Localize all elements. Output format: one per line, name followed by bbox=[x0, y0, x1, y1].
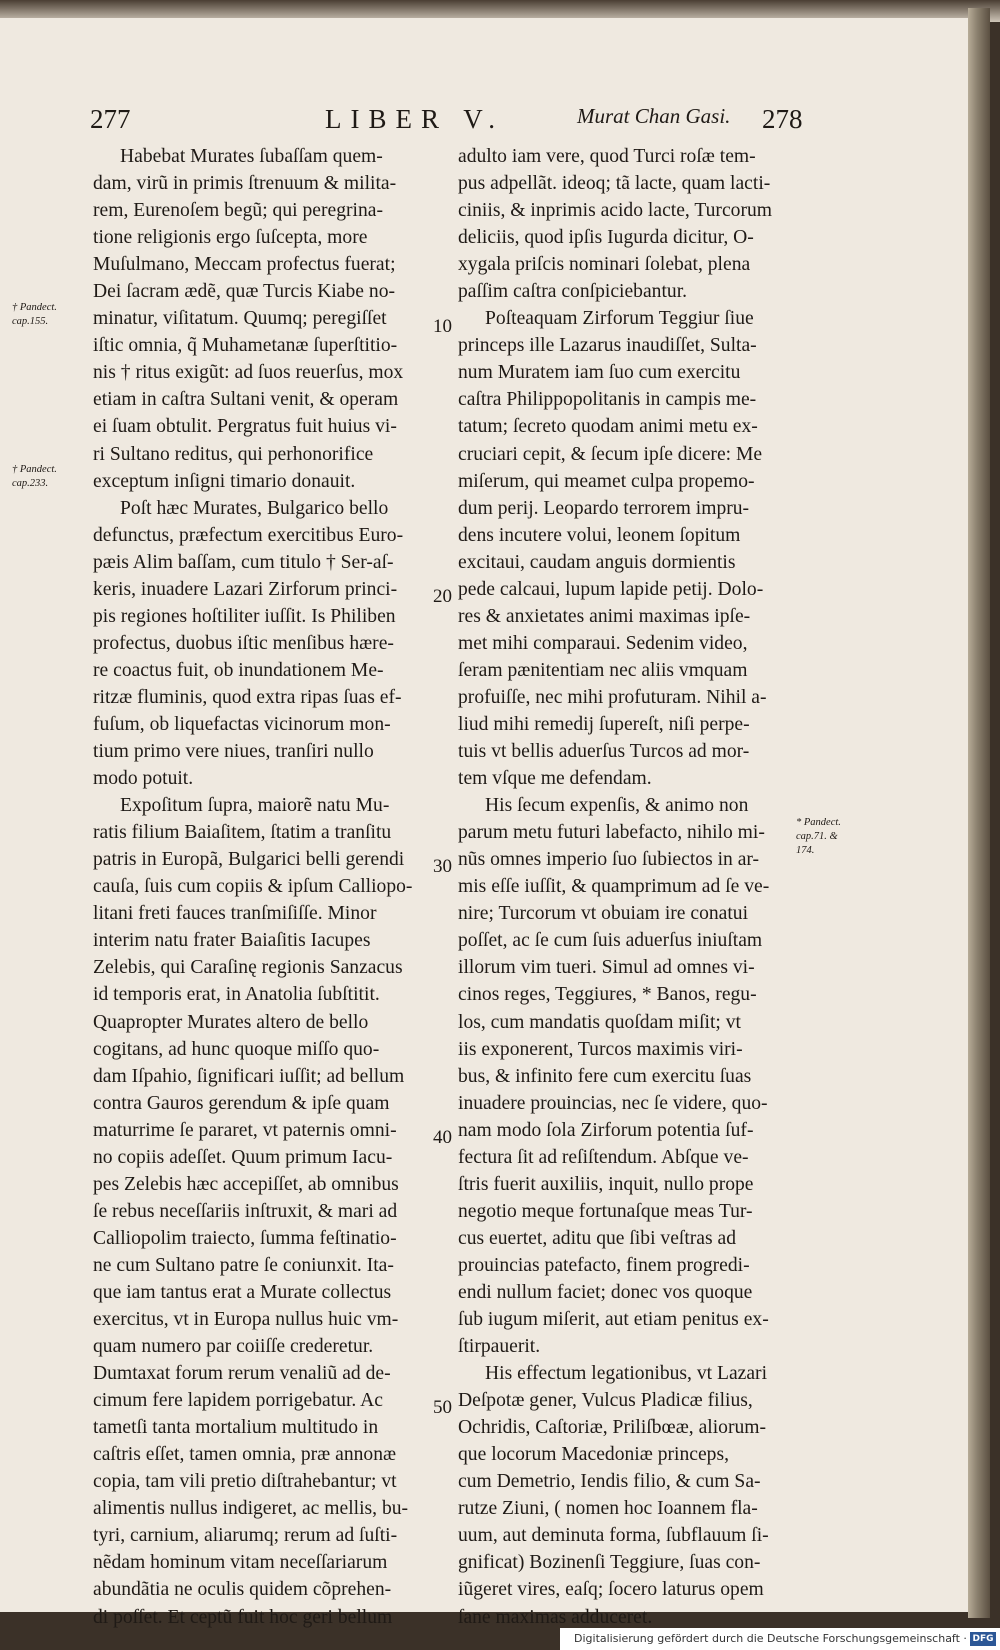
text-line: pede calcaui, lupum lapide petij. Dolo- bbox=[458, 578, 764, 600]
text-line: id temporis erat, in Anatolia ſubſtitit. bbox=[93, 984, 380, 1006]
text-line: defunctus, præfectum exercitibus Euro- bbox=[93, 524, 404, 546]
text-line: gnificat) Bozinenſi Teggiure, ſuas con- bbox=[458, 1552, 761, 1574]
text-line: cus euertet, aditu que ſibi veſtras ad bbox=[458, 1227, 737, 1249]
text-line: rem, Eurenoſem begũ; qui peregrina- bbox=[93, 200, 383, 222]
text-line: ritzæ fluminis, quod extra ripas ſuas ef- bbox=[93, 686, 402, 708]
margin-note: * Pandect. cap.71. & 174. bbox=[796, 817, 841, 856]
text-line: interim natu frater Baiaſitis Iacupes bbox=[93, 930, 371, 952]
text-line: parum metu futuri labefacto, nihilo mi- bbox=[458, 822, 765, 844]
text-line: re coactus fuit, ob inundationem Me- bbox=[93, 659, 384, 681]
book-title: LIBER V. bbox=[325, 104, 505, 134]
page-number-left: 277 bbox=[90, 104, 131, 134]
text-line: res & anxietates animi maximas ipſe- bbox=[458, 605, 751, 627]
text-line: tuis vt bellis aduerſus Turcos ad mor- bbox=[458, 741, 750, 763]
text-line: nẽdam hominum vitam neceſſariarum bbox=[93, 1552, 388, 1574]
text-line: pes Zelebis hæc accepiſſet, ab omnibus bbox=[93, 1173, 399, 1195]
text-line: ri Sultano reditus, qui perhonorifice bbox=[93, 443, 374, 465]
text-line: ſtirpauerit. bbox=[458, 1336, 541, 1358]
text-line: Poſteaquam Zirforum Teggiur ſiue bbox=[485, 308, 754, 330]
text-line: met mihi comparaui. Sedenim video, bbox=[458, 632, 748, 654]
text-line: caſtra Philippopolitanis in campis me- bbox=[458, 389, 757, 411]
text-line: cinos reges, Teggiures, * Banos, regu- bbox=[458, 984, 757, 1006]
margin-note: † Pandect. cap.155. bbox=[12, 302, 57, 327]
text-line: cum Demetrio, Iendis filio, & cum Sa- bbox=[458, 1471, 761, 1493]
text-line: xygala priſcis nominari ſolebat, plena bbox=[458, 254, 751, 276]
text-line: tyri, carnium, aliarumq; rerum ad ſuſti- bbox=[93, 1525, 398, 1547]
text-line: iũgeret vires, eaſq; ſocero laturus opem bbox=[458, 1579, 764, 1601]
text-line: ei ſuam obtulit. Pergratus fuit huius vi- bbox=[93, 416, 397, 438]
text-line: ſub iugum miſerit, aut etiam penitus ex- bbox=[458, 1309, 769, 1331]
text-line: endi nullum faciet; donec vos quoque bbox=[458, 1281, 753, 1303]
text-line: abundãtia ne oculis quidem cõprehen- bbox=[93, 1579, 392, 1601]
text-line: princeps ille Lazarus inaudiſſet, Sulta- bbox=[458, 335, 757, 357]
text-line: ciniis, & inprimis acido lacte, Turcorum bbox=[458, 200, 773, 222]
text-line: Habebat Murates ſubaſſam quem- bbox=[120, 146, 383, 167]
text-line: dum perij. Leopardo terrorem impru- bbox=[458, 497, 750, 519]
text-line: mis eſſe iuſſit, & quamprimum ad ſe ve- bbox=[458, 876, 770, 898]
text-line: Deſpotæ gener, Vulcus Pladicæ filius, bbox=[458, 1390, 753, 1412]
text-line: inuadere prouincias, nec ſe videre, quo- bbox=[458, 1092, 768, 1114]
text-line: cruciari cepit, & ſecum ipſe dicere: Me bbox=[458, 443, 763, 465]
text-line: profuiſſe, nec mihi profuturam. Nihil a- bbox=[458, 686, 767, 708]
right-column bbox=[458, 143, 792, 1631]
text-line: Expoſitum ſupra, maiorẽ natu Mu- bbox=[120, 795, 390, 817]
text-line: Poſt hæc Murates, Bulgarico bello bbox=[120, 497, 389, 519]
text-line: fuſum, ob liquefactas vicinorum mon- bbox=[93, 713, 391, 735]
text-line: paſſim caſtra conſpiciebantur. bbox=[458, 281, 688, 303]
text-line: ſe rebus neceſſariis inſtruxit, & mari ad bbox=[93, 1200, 398, 1222]
text-line: num Muratem iam ſuo cum exercitu bbox=[458, 362, 741, 384]
text-line: patris in Europã, Bulgarici belli gerendi bbox=[93, 849, 405, 871]
text-line: rutze Ziuni, ( nomen hoc Ioannem fla- bbox=[458, 1498, 758, 1520]
line-number: 10 bbox=[433, 316, 452, 337]
text-line: Ochridis, Caſtoriæ, Priliſbœæ, aliorum- bbox=[458, 1417, 767, 1439]
text-line: illorum vim tueri. Simul ad omnes vi- bbox=[458, 957, 755, 979]
text-line: Zelebis, qui Caraſinę regionis Sanzacus bbox=[93, 957, 403, 979]
line-number: 40 bbox=[433, 1127, 452, 1148]
line-number: 20 bbox=[433, 586, 452, 607]
text-line: pis regiones hoſtiliter iuſſit. Is Philiben bbox=[93, 605, 396, 627]
text-line: alimentis nullus indigeret, ac mellis, bu- bbox=[93, 1498, 409, 1520]
text-line: los, cum mandatis quoſdam miſit; vt bbox=[458, 1011, 741, 1033]
text-line: adulto iam vere, quod Turci roſæ tem- bbox=[458, 146, 756, 167]
dfg-logo: DFG bbox=[970, 1632, 996, 1646]
text-line: bus, & infinito fere cum exercitu ſuas bbox=[458, 1065, 752, 1087]
text-line: nis † ritus exigũt: ad ſuos reuerſus, mox bbox=[93, 362, 404, 384]
text-line: nire; Turcorum vt obuiam ire conatui bbox=[458, 903, 749, 925]
text-line: liud mihi remedij ſupereſt, niſi perpe- bbox=[458, 713, 750, 735]
text-line: tametſi tanta mortalium multitudo in bbox=[93, 1417, 379, 1439]
text-line: ne cum Sultano patre ſe coniunxit. Ita- bbox=[93, 1254, 394, 1276]
running-title: Murat Chan Gasi. bbox=[577, 104, 731, 128]
text-line: ſtris fuerit auxiliis, inquit, nullo prope bbox=[458, 1173, 754, 1195]
text-line: uum, aut deminuta forma, ſubflauum ſi- bbox=[458, 1525, 769, 1547]
text-line: modo potuit. bbox=[93, 768, 194, 790]
text-line: maturrime ſe pararet, vt paternis omni- bbox=[93, 1119, 397, 1141]
page-number-right: 278 bbox=[762, 104, 803, 134]
text-line: tatum; ſecreto quodam animi metu ex- bbox=[458, 416, 758, 438]
text-line: etiam in caſtra Sultani venit, & operam bbox=[93, 389, 399, 411]
footer-credit: Digitalisierung gefördert durch die Deutsche Forschungsgemeinschaft · bbox=[574, 1632, 967, 1645]
text-line: caſtris eſſet, tamen omnia, præ annonæ bbox=[93, 1444, 397, 1466]
text-line: exercitus, vt in Europa nullus huic vm- bbox=[93, 1309, 399, 1331]
line-number: 50 bbox=[433, 1397, 452, 1418]
text-line: miſerum, qui meamet culpa propemo- bbox=[458, 470, 755, 492]
text-line: ratis filium Baiaſitem, ſtatim a tranſitu bbox=[93, 822, 392, 844]
left-column bbox=[93, 143, 425, 1631]
line-number: 30 bbox=[433, 856, 452, 877]
text-line: His ſecum expenſis, & animo non bbox=[485, 795, 749, 817]
text-line: que locorum Macedoniæ princeps, bbox=[458, 1444, 729, 1466]
page-header bbox=[90, 104, 830, 140]
text-line: exceptum inſigni timario donauit. bbox=[93, 470, 356, 492]
text-line: negotio meque fortunaſque meas Tur- bbox=[458, 1200, 753, 1222]
text-line: di poſſet. Et ceptũ fuit hoc geri bellum bbox=[93, 1606, 393, 1628]
text-line: keris, inuadere Lazari Zirforum princi- bbox=[93, 578, 398, 600]
text-line: dam, virũ in primis ſtrenuum & milita- bbox=[93, 173, 397, 195]
text-line: fectura ſit ad reſiſtendum. Abſque ve- bbox=[458, 1146, 749, 1168]
text-line: que iam tantus erat a Murate collectus bbox=[93, 1281, 392, 1303]
page-edge bbox=[968, 8, 990, 1618]
text-line: ſeram pænitentiam nec aliis vmquam bbox=[458, 659, 748, 681]
text-line: cimum fere lapidem porrigebatur. Ac bbox=[93, 1390, 383, 1412]
text-line: tem vſque me defendam. bbox=[458, 768, 652, 790]
text-line: cauſa, ſuis cum copiis & ipſum Calliopo- bbox=[93, 876, 413, 898]
text-line: copia, tam vili pretio diſtrahebantur; vt bbox=[93, 1471, 397, 1493]
text-line: tione religionis ergo ſuſcepta, more bbox=[93, 227, 368, 249]
text-line: pus adpellãt. ideoq; tã lacte, quam lacti- bbox=[458, 173, 771, 195]
text-line: iſtic omnia, q̃ Muhametanæ ſuperſtitio- bbox=[93, 335, 398, 357]
text-line: nũs omnes imperio ſuo ſubiectos in ar- bbox=[458, 849, 760, 871]
margin-note: † Pandect. cap.233. bbox=[12, 464, 57, 489]
text-line: pæis Alim baſſam, cum titulo † Ser-aſ- bbox=[93, 551, 394, 573]
text-line: profectus, duobus iſtic menſibus hære- bbox=[93, 632, 394, 654]
text-line: Dei ſacram ædẽ, quæ Turcis Kiabe no- bbox=[93, 281, 396, 303]
text-line: dam Iſpahio, ſignificari iuſſit; ad bellum bbox=[93, 1065, 405, 1087]
book-page bbox=[0, 18, 968, 1628]
text-line: poſſet, ac ſe cum ſuis aduerſus iniuſtam bbox=[458, 930, 763, 952]
text-line: prouincias patefacto, finem progredi- bbox=[458, 1254, 750, 1276]
text-line: no copiis adeſſet. Quum primum Iacu- bbox=[93, 1146, 393, 1168]
text-line: deliciis, quod ipſis Iugurda dicitur, O- bbox=[458, 227, 754, 249]
text-line: Calliopolim traiecto, ſumma feſtinatio- bbox=[93, 1227, 397, 1249]
text-line: ſane maximas adduceret. bbox=[458, 1606, 653, 1628]
text-line: tium primo vere niues, tranſiri nullo bbox=[93, 741, 374, 763]
text-line: Quapropter Murates altero de bello bbox=[93, 1011, 369, 1033]
text-line: minatur, viſitatum. Quumq; peregiſſet bbox=[93, 308, 387, 330]
text-line: contra Gauros gerendum & ipſe quam bbox=[93, 1092, 390, 1114]
text-line: cogitans, ad hunc quoque miſſo quo- bbox=[93, 1038, 380, 1060]
text-line: litani freti fauces tranſmiſiſſe. Minor bbox=[93, 903, 377, 925]
text-line: nam modo ſola Zirforum potentia ſuf- bbox=[458, 1119, 754, 1141]
text-line: dens incutere volui, leonem ſopitum bbox=[458, 524, 741, 546]
text-line: His effectum legationibus, vt Lazari bbox=[485, 1363, 768, 1385]
text-line: quam numero par coiiſſe crederetur. bbox=[93, 1336, 374, 1358]
text-line: Muſulmano, Meccam profectus fuerat; bbox=[93, 254, 396, 276]
text-line: excitaui, caudam anguis dormientis bbox=[458, 551, 736, 573]
text-line: iis exponerent, Turcos maximis viri- bbox=[458, 1038, 743, 1060]
text-line: Dumtaxat forum rerum venaliũ ad de- bbox=[93, 1363, 391, 1385]
